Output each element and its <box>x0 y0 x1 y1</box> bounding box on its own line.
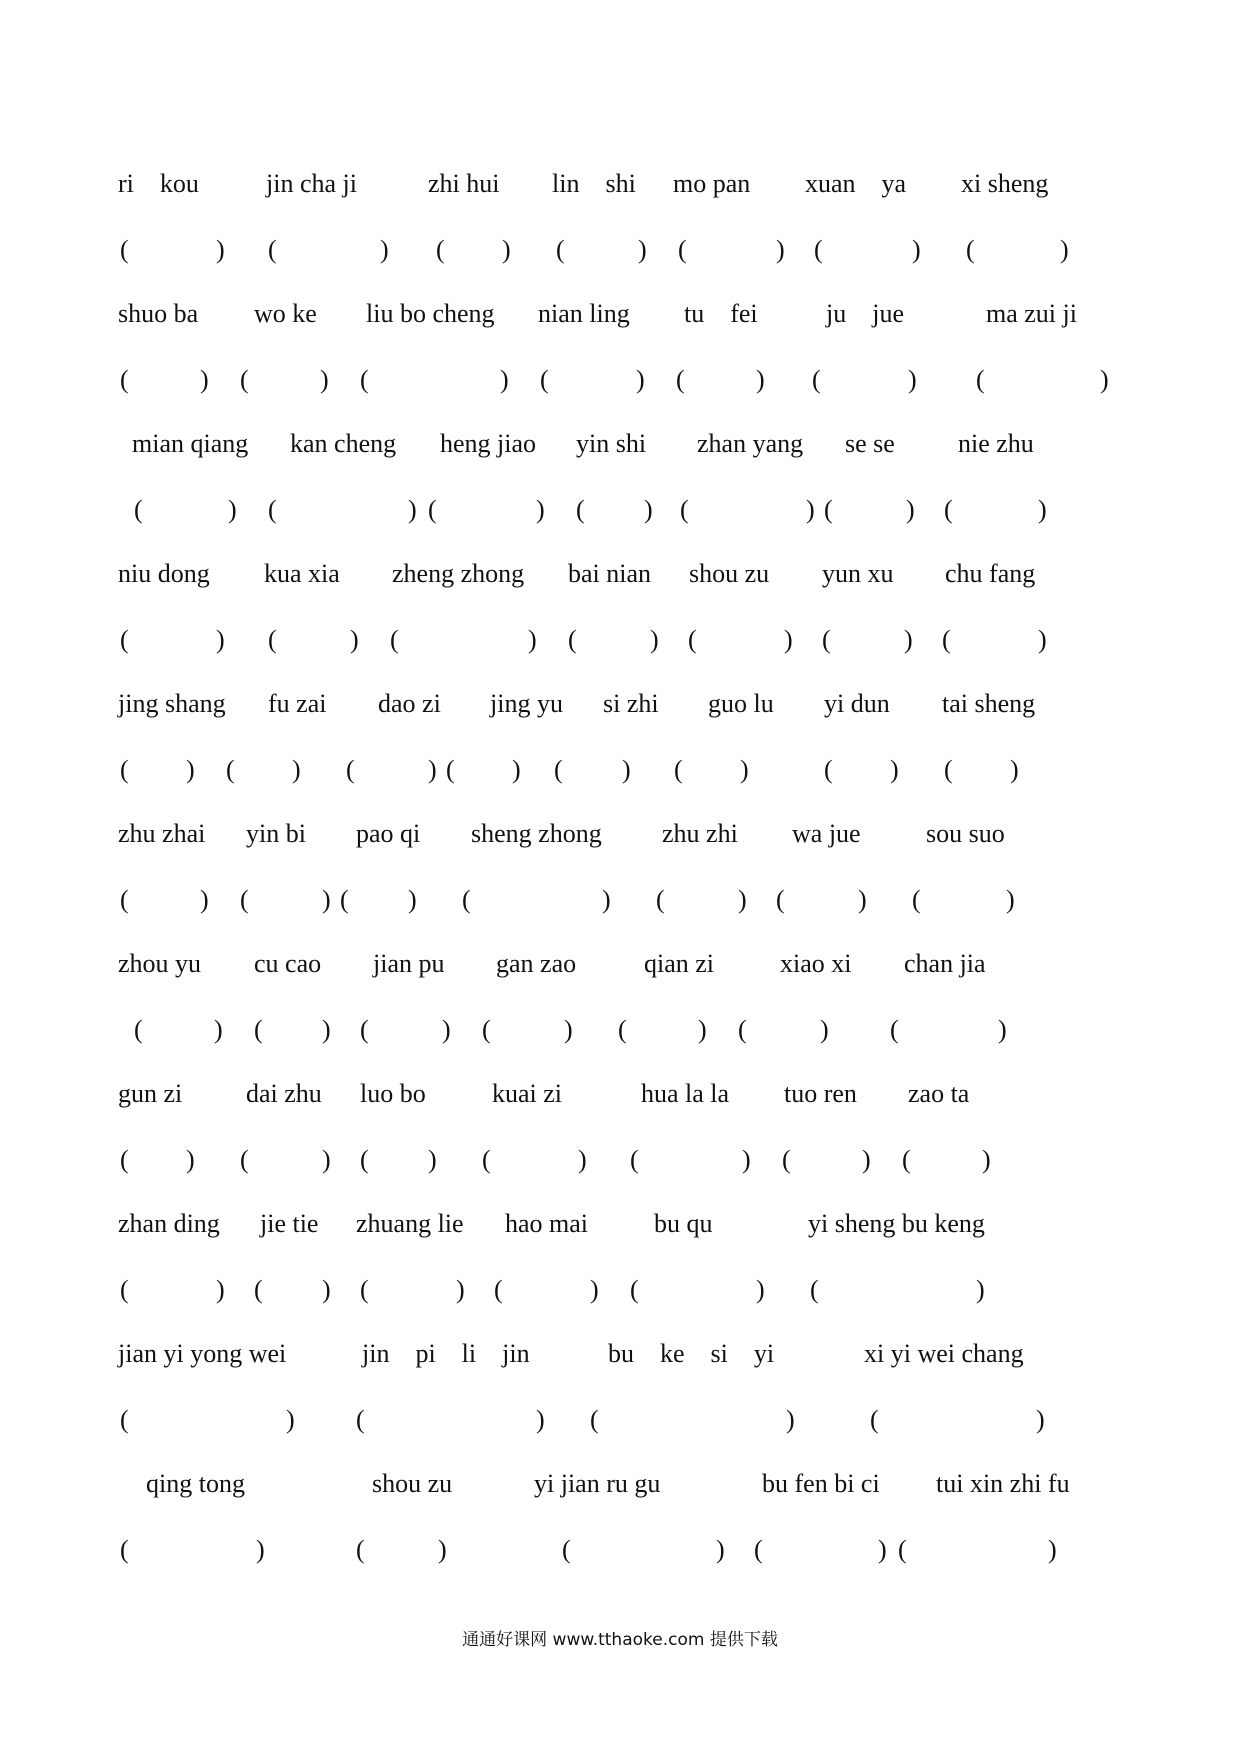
close-paren: ) <box>322 1275 331 1304</box>
answer-blank-row <box>0 1532 1240 1572</box>
pinyin-word: jian yi yong wei <box>118 1339 287 1368</box>
close-paren: ) <box>428 755 437 784</box>
pinyin-word: gun zi <box>118 1079 183 1108</box>
pinyin-word: zhu zhi <box>662 819 738 848</box>
open-paren: ( <box>902 1145 911 1174</box>
open-paren: ( <box>268 625 277 654</box>
pinyin-row <box>0 556 1240 596</box>
close-paren: ) <box>998 1015 1007 1044</box>
close-paren: ) <box>878 1535 887 1564</box>
close-paren: ) <box>216 625 225 654</box>
open-paren: ( <box>356 1535 365 1564</box>
pinyin-word: xuan ya <box>805 169 907 198</box>
close-paren: ) <box>512 755 521 784</box>
close-paren: ) <box>776 235 785 264</box>
open-paren: ( <box>462 885 471 914</box>
close-paren: ) <box>320 365 329 394</box>
pinyin-word: hao mai <box>505 1209 589 1238</box>
close-paren: ) <box>438 1535 447 1564</box>
open-paren: ( <box>576 495 585 524</box>
pinyin-word: hua la la <box>641 1079 730 1108</box>
pinyin-word: liu bo cheng <box>366 299 495 328</box>
close-paren: ) <box>200 885 209 914</box>
open-paren: ( <box>688 625 697 654</box>
open-paren: ( <box>810 1275 819 1304</box>
close-paren: ) <box>408 885 417 914</box>
open-paren: ( <box>824 495 833 524</box>
open-paren: ( <box>120 1275 129 1304</box>
close-paren: ) <box>906 495 915 524</box>
close-paren: ) <box>1060 235 1069 264</box>
pinyin-word: shou zu <box>689 559 770 588</box>
close-paren: ) <box>908 365 917 394</box>
open-paren: ( <box>890 1015 899 1044</box>
pinyin-word: yin bi <box>246 819 306 848</box>
pinyin-word: xi sheng <box>961 169 1049 198</box>
pinyin-row <box>0 296 1240 336</box>
open-paren: ( <box>944 495 953 524</box>
open-paren: ( <box>360 365 369 394</box>
pinyin-row <box>0 686 1240 726</box>
close-paren: ) <box>1036 1405 1045 1434</box>
pinyin-word: xiao xi <box>780 949 852 978</box>
open-paren: ( <box>346 755 355 784</box>
pinyin-word: jing yu <box>490 689 563 718</box>
open-paren: ( <box>782 1145 791 1174</box>
close-paren: ) <box>912 235 921 264</box>
close-paren: ) <box>904 625 913 654</box>
pinyin-word: heng jiao <box>440 429 537 458</box>
open-paren: ( <box>240 885 249 914</box>
close-paren: ) <box>578 1145 587 1174</box>
pinyin-word: jian pu <box>373 949 445 978</box>
close-paren: ) <box>216 235 225 264</box>
close-paren: ) <box>286 1405 295 1434</box>
pinyin-word: jin cha ji <box>266 169 357 198</box>
pinyin-word: shuo ba <box>118 299 199 328</box>
open-paren: ( <box>120 1535 129 1564</box>
close-paren: ) <box>502 235 511 264</box>
open-paren: ( <box>590 1405 599 1434</box>
open-paren: ( <box>134 495 143 524</box>
close-paren: ) <box>890 755 899 784</box>
close-paren: ) <box>636 365 645 394</box>
open-paren: ( <box>678 235 687 264</box>
open-paren: ( <box>912 885 921 914</box>
open-paren: ( <box>568 625 577 654</box>
pinyin-word: qian zi <box>644 949 715 978</box>
open-paren: ( <box>540 365 549 394</box>
pinyin-word: nie zhu <box>958 429 1034 458</box>
close-paren: ) <box>536 1405 545 1434</box>
open-paren: ( <box>120 1145 129 1174</box>
open-paren: ( <box>254 1275 263 1304</box>
open-paren: ( <box>120 625 129 654</box>
open-paren: ( <box>494 1275 503 1304</box>
open-paren: ( <box>226 755 235 784</box>
pinyin-word: xi yi wei chang <box>864 1339 1024 1368</box>
pinyin-row <box>0 816 1240 856</box>
close-paren: ) <box>716 1535 725 1564</box>
answer-blank-row <box>0 752 1240 792</box>
pinyin-word: wo ke <box>254 299 317 328</box>
pinyin-word: zhuang lie <box>356 1209 464 1238</box>
pinyin-word: lin shi <box>552 169 636 198</box>
close-paren: ) <box>292 755 301 784</box>
open-paren: ( <box>554 755 563 784</box>
open-paren: ( <box>482 1145 491 1174</box>
close-paren: ) <box>862 1145 871 1174</box>
close-paren: ) <box>500 365 509 394</box>
pinyin-word: tuo ren <box>784 1079 857 1108</box>
close-paren: ) <box>428 1145 437 1174</box>
pinyin-word: luo bo <box>360 1079 426 1108</box>
pinyin-word: bu ke si yi <box>608 1339 775 1368</box>
answer-blank-row <box>0 1012 1240 1052</box>
open-paren: ( <box>360 1275 369 1304</box>
open-paren: ( <box>738 1015 747 1044</box>
open-paren: ( <box>360 1015 369 1044</box>
open-paren: ( <box>134 1015 143 1044</box>
pinyin-word: zao ta <box>908 1079 970 1108</box>
close-paren: ) <box>806 495 815 524</box>
open-paren: ( <box>630 1275 639 1304</box>
open-paren: ( <box>824 755 833 784</box>
open-paren: ( <box>870 1405 879 1434</box>
close-paren: ) <box>982 1145 991 1174</box>
pinyin-word: zhou yu <box>118 949 202 978</box>
open-paren: ( <box>966 235 975 264</box>
open-paren: ( <box>944 755 953 784</box>
close-paren: ) <box>186 755 195 784</box>
close-paren: ) <box>698 1015 707 1044</box>
open-paren: ( <box>120 365 129 394</box>
open-paren: ( <box>120 235 129 264</box>
pinyin-word: yi sheng bu keng <box>808 1209 985 1238</box>
pinyin-word: pao qi <box>356 819 421 848</box>
close-paren: ) <box>228 495 237 524</box>
pinyin-word: niu dong <box>118 559 210 588</box>
open-paren: ( <box>676 365 685 394</box>
close-paren: ) <box>350 625 359 654</box>
open-paren: ( <box>120 755 129 784</box>
answer-blank-row <box>0 882 1240 922</box>
pinyin-word: nian ling <box>538 299 630 328</box>
close-paren: ) <box>564 1015 573 1044</box>
open-paren: ( <box>822 625 831 654</box>
open-paren: ( <box>360 1145 369 1174</box>
answer-blank-row <box>0 492 1240 532</box>
pinyin-word: kan cheng <box>290 429 397 458</box>
pinyin-row <box>0 946 1240 986</box>
close-paren: ) <box>380 235 389 264</box>
close-paren: ) <box>322 885 331 914</box>
open-paren: ( <box>390 625 399 654</box>
pinyin-word: bai nian <box>568 559 652 588</box>
pinyin-word: ma zui ji <box>986 299 1077 328</box>
open-paren: ( <box>268 495 277 524</box>
open-paren: ( <box>428 495 437 524</box>
open-paren: ( <box>240 1145 249 1174</box>
pinyin-word: cu cao <box>254 949 322 978</box>
pinyin-word: shou zu <box>372 1469 453 1498</box>
close-paren: ) <box>738 885 747 914</box>
close-paren: ) <box>528 625 537 654</box>
close-paren: ) <box>216 1275 225 1304</box>
pinyin-word: si zhi <box>603 689 659 718</box>
pinyin-word: ju jue <box>826 299 904 328</box>
close-paren: ) <box>756 365 765 394</box>
open-paren: ( <box>120 885 129 914</box>
open-paren: ( <box>436 235 445 264</box>
pinyin-word: zhu zhai <box>118 819 206 848</box>
close-paren: ) <box>786 1405 795 1434</box>
pinyin-word: tui xin zhi fu <box>936 1469 1070 1498</box>
open-paren: ( <box>680 495 689 524</box>
close-paren: ) <box>1038 625 1047 654</box>
close-paren: ) <box>536 495 545 524</box>
open-paren: ( <box>556 235 565 264</box>
pinyin-word: kua xia <box>264 559 340 588</box>
open-paren: ( <box>754 1535 763 1564</box>
pinyin-word: yi dun <box>824 689 890 718</box>
close-paren: ) <box>784 625 793 654</box>
pinyin-word: chan jia <box>904 949 986 978</box>
close-paren: ) <box>200 365 209 394</box>
open-paren: ( <box>776 885 785 914</box>
pinyin-word: qing tong <box>146 1469 245 1498</box>
close-paren: ) <box>442 1015 451 1044</box>
close-paren: ) <box>858 885 867 914</box>
pinyin-word: tu fei <box>684 299 758 328</box>
pinyin-word: jin pi li jin <box>362 1339 530 1368</box>
close-paren: ) <box>644 495 653 524</box>
pinyin-word: zhi hui <box>428 169 500 198</box>
close-paren: ) <box>976 1275 985 1304</box>
pinyin-word: yi jian ru gu <box>534 1469 661 1498</box>
close-paren: ) <box>408 495 417 524</box>
open-paren: ( <box>268 235 277 264</box>
close-paren: ) <box>1006 885 1015 914</box>
open-paren: ( <box>656 885 665 914</box>
pinyin-word: chu fang <box>945 559 1036 588</box>
close-paren: ) <box>1100 365 1109 394</box>
pinyin-word: kuai zi <box>492 1079 563 1108</box>
open-paren: ( <box>356 1405 365 1434</box>
pinyin-row <box>0 1206 1240 1246</box>
answer-blank-row <box>0 1272 1240 1312</box>
close-paren: ) <box>740 755 749 784</box>
close-paren: ) <box>214 1015 223 1044</box>
pinyin-word: mian qiang <box>132 429 249 458</box>
open-paren: ( <box>240 365 249 394</box>
open-paren: ( <box>562 1535 571 1564</box>
open-paren: ( <box>942 625 951 654</box>
close-paren: ) <box>322 1015 331 1044</box>
pinyin-word: bu fen bi ci <box>762 1469 880 1498</box>
pinyin-word: fu zai <box>268 689 327 718</box>
pinyin-row <box>0 1466 1240 1506</box>
pinyin-word: dai zhu <box>246 1079 322 1108</box>
close-paren: ) <box>622 755 631 784</box>
open-paren: ( <box>674 755 683 784</box>
close-paren: ) <box>602 885 611 914</box>
pinyin-word: jie tie <box>260 1209 319 1238</box>
close-paren: ) <box>456 1275 465 1304</box>
answer-blank-row <box>0 362 1240 402</box>
pinyin-word: wa jue <box>792 819 861 848</box>
close-paren: ) <box>756 1275 765 1304</box>
close-paren: ) <box>820 1015 829 1044</box>
close-paren: ) <box>186 1145 195 1174</box>
pinyin-row <box>0 166 1240 206</box>
open-paren: ( <box>976 365 985 394</box>
pinyin-word: sou suo <box>926 819 1005 848</box>
open-paren: ( <box>120 1405 129 1434</box>
answer-blank-row <box>0 622 1240 662</box>
pinyin-word: dao zi <box>378 689 441 718</box>
pinyin-word: yun xu <box>822 559 894 588</box>
pinyin-word: yin shi <box>576 429 647 458</box>
close-paren: ) <box>590 1275 599 1304</box>
close-paren: ) <box>256 1535 265 1564</box>
pinyin-word: mo pan <box>673 169 751 198</box>
open-paren: ( <box>630 1145 639 1174</box>
pinyin-word: ri kou <box>118 169 199 198</box>
open-paren: ( <box>482 1015 491 1044</box>
answer-blank-row <box>0 232 1240 272</box>
close-paren: ) <box>650 625 659 654</box>
open-paren: ( <box>618 1015 627 1044</box>
pinyin-word: gan zao <box>496 949 577 978</box>
pinyin-word: guo lu <box>708 689 774 718</box>
open-paren: ( <box>340 885 349 914</box>
close-paren: ) <box>742 1145 751 1174</box>
pinyin-word: se se <box>845 429 895 458</box>
pinyin-word: sheng zhong <box>471 819 602 848</box>
open-paren: ( <box>254 1015 263 1044</box>
pinyin-word: tai sheng <box>942 689 1036 718</box>
open-paren: ( <box>898 1535 907 1564</box>
pinyin-row <box>0 426 1240 466</box>
answer-blank-row <box>0 1402 1240 1442</box>
pinyin-row <box>0 1076 1240 1116</box>
close-paren: ) <box>1010 755 1019 784</box>
pinyin-word: bu qu <box>654 1209 713 1238</box>
footer-credit: 通通好课网 www.tthaoke.com 提供下载 <box>462 1630 778 1650</box>
close-paren: ) <box>1038 495 1047 524</box>
close-paren: ) <box>1048 1535 1057 1564</box>
close-paren: ) <box>322 1145 331 1174</box>
pinyin-word: jing shang <box>118 689 226 718</box>
close-paren: ) <box>638 235 647 264</box>
answer-blank-row <box>0 1142 1240 1182</box>
pinyin-word: zhan ding <box>118 1209 220 1238</box>
pinyin-word: zheng zhong <box>392 559 525 588</box>
open-paren: ( <box>812 365 821 394</box>
open-paren: ( <box>814 235 823 264</box>
open-paren: ( <box>446 755 455 784</box>
pinyin-row <box>0 1336 1240 1376</box>
pinyin-word: zhan yang <box>697 429 804 458</box>
